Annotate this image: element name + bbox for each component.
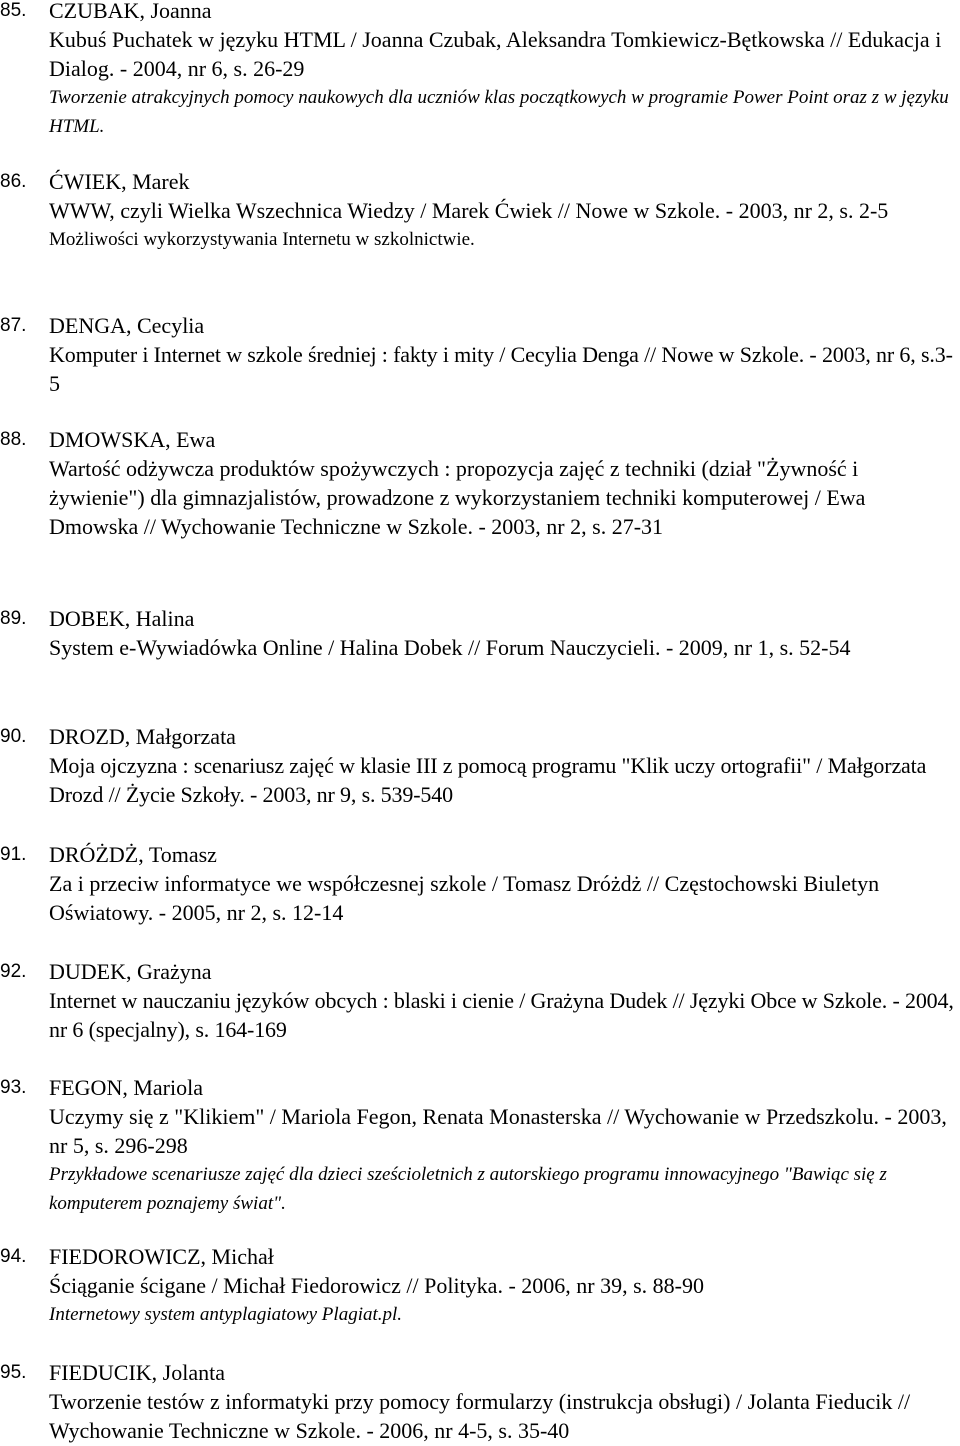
bibliography-entry [0,957,960,1044]
entry-title: Uczymy się z "Klikiem" / Mariola Fegon, Renata Monasterska // Wychowanie w Przedszkolu. - 2003, nr 5, s. 296-298 [49,1104,947,1158]
bibliography-entry [0,1358,960,1445]
bibliography-entry [0,840,960,927]
entry-number: 90. [0,726,27,747]
bibliography-entry [0,0,960,141]
entry-title: WWW, czyli Wielka Wszechnica Wiedzy / Marek Ćwiek // Nowe w Szkole. - 2003, nr 2, s. 2-5 [49,198,889,223]
entry-author: DUDEK, Grażyna [49,959,212,984]
entry-title: Kubuś Puchatek w języku HTML / Joanna Czubak, Aleksandra Tomkiewicz-Bętkowska // Edukacja i Dialog. - 2004, nr 6, s. 26-29 [49,27,942,81]
entry-author: DMOWSKA, Ewa [49,427,216,452]
entry-title: System e-Wywiadówka Online / Halina Dobek // Forum Nauczycieli. - 2009, nr 1, s. 52-54 [49,635,851,660]
entry-number: 94. [0,1246,27,1267]
entry-author: FIEDUCIK, Jolanta [49,1360,225,1385]
entry-note: Przykładowe scenariusze zajęć dla dzieci sześcioletnich z autorskiego programu innowacyjnego "Bawiąc się z komputerem poznajemy świat". [49,1164,887,1214]
entry-title: Tworzenie testów z informatyki przy pomocy formularzy (instrukcja obsługi) / Jolanta Fieducik // Wychowanie Techniczne w Szkole. - 2006, nr 4-5, s. 35-40 [49,1389,911,1443]
entry-author: CZUBAK, Joanna [49,0,212,23]
bibliography-entry [0,167,960,254]
entry-number: 89. [0,608,27,629]
bibliography-entry [0,722,960,809]
entry-number: 93. [0,1077,27,1098]
entry-title: Ściąganie ścigane / Michał Fiedorowicz // Polityka. - 2006, nr 39, s. 88-90 [49,1273,704,1298]
entry-number: 87. [0,315,27,336]
entry-number: 86. [0,171,27,192]
entry-author: DENGA, Cecylia [49,313,205,338]
entry-author: DRÓŻDŻ, Tomasz [49,842,217,867]
entry-note: Możliwości wykorzystywania Internetu w szkolnictwie. [49,229,475,250]
entry-title: Za i przeciw informatyce we współczesnej szkole / Tomasz Dróżdż // Częstochowski Biuletyn Oświatowy. - 2005, nr 2, s. 12-14 [49,871,880,925]
bibliography-entry [0,1073,960,1218]
entry-author: FIEDOROWICZ, Michał [49,1244,274,1269]
entry-number: 85. [0,0,27,21]
entry-author: ĆWIEK, Marek [49,169,190,194]
entry-author: DOBEK, Halina [49,606,195,631]
bibliography-entry [0,425,960,541]
bibliography-entry [0,604,960,662]
entry-title: Internet w nauczaniu języków obcych : blaski i cienie / Grażyna Dudek // Języki Obce w Szkole. - 2004, nr 6 (specjalny), s. 164-169 [49,988,954,1042]
entry-title: Moja ojczyzna : scenariusz zajęć w klasie III z pomocą programu "Klik uczy ortografii" / Małgorzata Drozd // Życie Szkoły. - 2003, nr 9, s. 539-540 [49,753,927,807]
bibliography-entry [0,311,960,398]
entry-author: FEGON, Mariola [49,1075,203,1100]
entry-note: Internetowy system antyplagiatowy Plagiat.pl. [49,1304,403,1325]
entry-number: 91. [0,844,27,865]
entry-author: DROZD, Małgorzata [49,724,236,749]
bibliography-entry [0,1242,960,1329]
entry-number: 92. [0,961,27,982]
entry-number: 88. [0,429,27,450]
entry-number: 95. [0,1362,27,1383]
entry-title: Wartość odżywcza produktów spożywczych : propozycja zajęć z techniki (dział "Żywność i żywienie") dla gimnazjalistów, prowadzone z wykorzystaniem techniki komputerowej / Ewa Dmowska // Wychowanie Techniczne w Szkole. - 2003, nr 2, s. 27-31 [49,456,866,539]
entry-note: Tworzenie atrakcyjnych pomocy naukowych dla uczniów klas początkowych w programie Power Point oraz z w języku HTML. [49,87,949,137]
entry-title: Komputer i Internet w szkole średniej : fakty i mity / Cecylia Denga // Nowe w Szkole. - 2003, nr 6, s.3-5 [49,342,953,396]
